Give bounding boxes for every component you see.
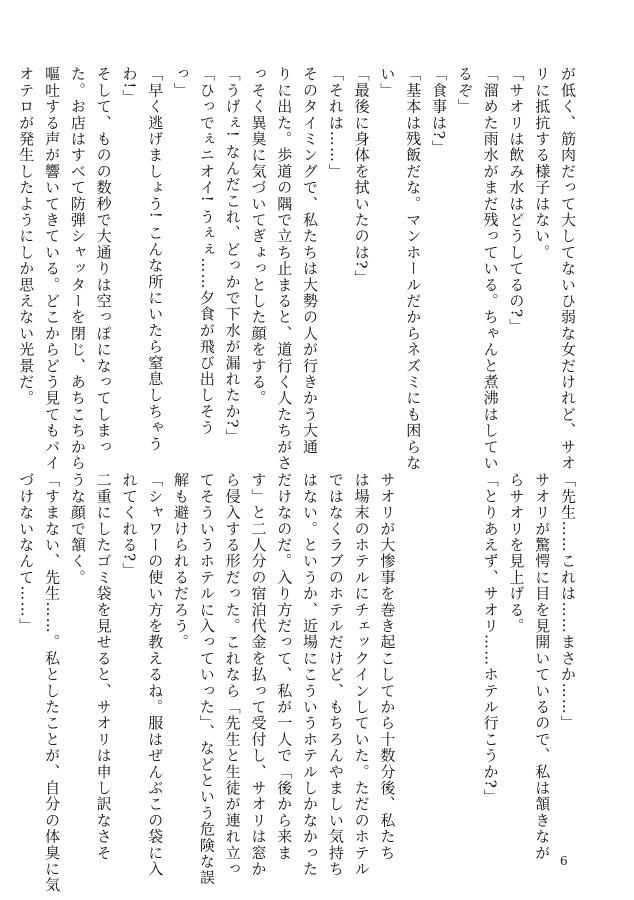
text-line: は場末のホテルにチェックインしていた。ただのホテル	[352, 472, 371, 877]
text-line	[451, 472, 477, 852]
text-line: 解も避けられるだろう。	[172, 472, 191, 651]
text-line: っ」	[172, 66, 191, 99]
text-line: はない。というか、近場にこういうホテルしかなかった	[301, 472, 320, 877]
text-line: っそく異臭に気づいてぎょっとした顔をする。	[249, 66, 268, 407]
text-line: が低く、筋肉だって大してないひ弱な女だけれど、サオ	[559, 66, 577, 471]
text-line: す」と二人分の宿泊代金を払って受付し、サオリは窓か	[249, 472, 268, 877]
text-line: 「先生……これは……まさか……」	[559, 472, 577, 732]
text-line: 二重にしたゴミ袋を見せると、サオリは申し訳なさそ	[94, 472, 113, 861]
text-line: サオリが大惨事を巻き起こしてから十数分後、私たち	[378, 472, 397, 861]
text-line: 「とりあえず、サオリ……ホテル行こうか?」	[481, 472, 500, 806]
text-line: 「溜めた雨水がまだ残っている。ちゃんと煮沸はしてい	[481, 66, 500, 471]
text-line: れてくれる?」	[120, 472, 139, 579]
text-line: 「最後に身体を拭いたのは?」	[352, 66, 371, 286]
text-line: ら侵入する形だった。これなら「先生と生徒が連れ立っ	[223, 472, 242, 877]
text-line: らサオリを見上げる。	[507, 472, 526, 634]
text-line: てそういうホテルに入っていった」、などという危険な誤	[197, 472, 216, 886]
text-line: ではなくラブのホテルだけど、もちろんやましい気持ち	[326, 472, 345, 877]
text-line: 「食事は?」	[430, 66, 449, 157]
text-line: 「基本は残飯だな。マンホールだからネズミにも困らな	[404, 66, 423, 471]
text-line: サオリが驚愕に目を見開いているので、私は頷きなが	[533, 472, 552, 861]
text-line: わ!」	[120, 66, 139, 106]
text-line: リに抵抗する様子はない。	[533, 66, 552, 261]
text-line: そして、ものの数秒で大通りは空っぽになってしまっ	[94, 66, 113, 455]
text-line: 「それは……」	[326, 66, 345, 180]
text-line: 「シャワーの使い方を教えるね。服はぜんぶこの袋に入	[146, 472, 165, 877]
text-line: るぞ」	[455, 66, 474, 115]
text-line: 「うげぇ! なんだこれ、どっかで下水が漏れたか?」	[223, 66, 242, 445]
text-line: い」	[378, 66, 397, 99]
text-line: 「ひっでぇニオイ! うぇぇ……夕食が飛び出しそう	[197, 66, 216, 436]
text-line: りに出た。歩道の隅で立ち止まると、道行く人たちがさ	[275, 66, 294, 471]
text-line: オテロが発生したようにしか思えない光景だ。	[17, 66, 36, 407]
text-line: 「早く逃げましょう! こんな所にいたら窒息しちゃう	[146, 66, 165, 452]
text-line: 嘔吐する声が響いてきている。どこからどう見てもバイ	[43, 66, 62, 471]
text-line: うな顔で頷く。	[68, 472, 87, 586]
text-line: だけなのだ。入り方だって、私が一人で「後から来ま	[275, 472, 294, 861]
page-number: 6	[560, 854, 568, 868]
text-line	[399, 472, 425, 852]
text-line	[425, 472, 451, 852]
text-line: 「すまない、先生……。私としたことが、自分の体臭に気	[43, 472, 62, 894]
text-line: た。お店はすべて防弾シャッターを閉じ、あちこちから	[68, 66, 87, 471]
text-line: そのタイミングで、私たちは大勢の人が行きかう大通	[301, 66, 320, 455]
text-block-top	[12, 66, 580, 471]
text-block-bottom	[12, 472, 580, 894]
text-line: 「サオリは飲み水はどうしてるの?」	[507, 66, 526, 335]
text-line: づけないなんて……」	[17, 472, 36, 634]
